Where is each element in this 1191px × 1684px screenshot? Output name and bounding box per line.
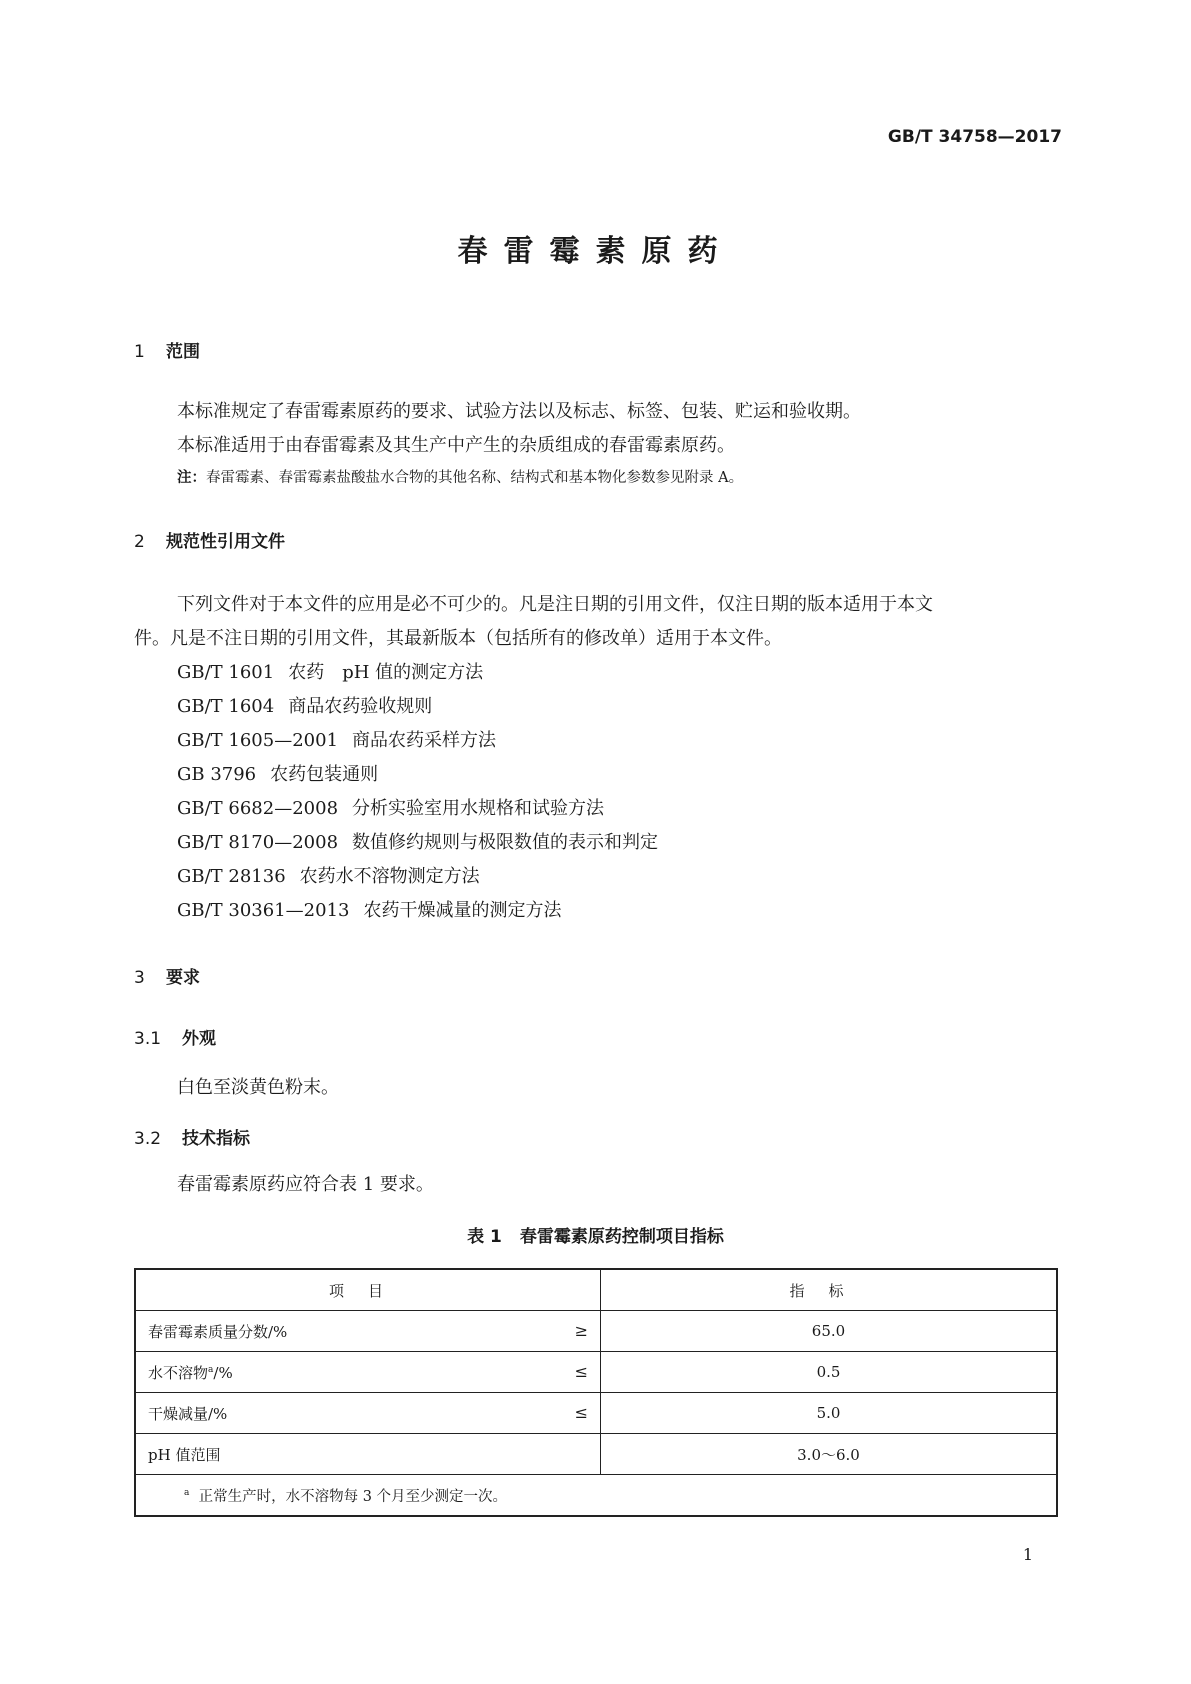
section-2-heading bbox=[134, 527, 285, 552]
column-header-item: 项目 bbox=[135, 1269, 601, 1311]
reference-title: 商品农药验收规则 bbox=[288, 696, 433, 717]
item-label: 干燥减量/% bbox=[148, 1404, 228, 1423]
references-intro-line-1: 下列文件对于本文件的应用是必不可少的。凡是注日期的引用文件，仅注日期的版本适用于本文 bbox=[177, 594, 933, 615]
page-number: 1 bbox=[1022, 1545, 1033, 1564]
footnote-marker: a bbox=[184, 1487, 190, 1498]
item-cell bbox=[135, 1393, 601, 1434]
section-title: 规范性引用文件 bbox=[166, 532, 285, 552]
reference-code: GB 3796 bbox=[177, 764, 257, 785]
reference-code: GB/T 1601 bbox=[177, 662, 275, 683]
subsection-number: 3.1 bbox=[134, 1029, 162, 1049]
section-3-heading bbox=[134, 963, 200, 988]
table-row bbox=[135, 1352, 1057, 1393]
table-row bbox=[135, 1434, 1057, 1475]
reference-code: GB/T 1605—2001 bbox=[177, 730, 339, 751]
reference-item bbox=[177, 794, 604, 820]
footnote-marker: a bbox=[208, 1364, 214, 1375]
scope-note bbox=[177, 466, 743, 487]
table-caption bbox=[0, 1222, 1191, 1247]
reference-code: GB/T 30361—2013 bbox=[177, 900, 350, 921]
subsection-title: 技术指标 bbox=[182, 1129, 250, 1149]
reference-title: 数值修约规则与极限数值的表示和判定 bbox=[352, 832, 659, 853]
table-footnote bbox=[135, 1475, 1057, 1517]
table-row bbox=[135, 1393, 1057, 1434]
reference-item bbox=[177, 726, 496, 752]
note-label: 注： bbox=[177, 470, 206, 486]
subsection-number: 3.2 bbox=[134, 1129, 162, 1149]
reference-item bbox=[177, 896, 561, 922]
comparison-operator: ≤ bbox=[574, 1362, 588, 1381]
subsection-3-1-heading bbox=[134, 1024, 216, 1049]
comparison-operator: ≥ bbox=[574, 1321, 588, 1340]
value-cell: 3.0～6.0 bbox=[601, 1434, 1058, 1475]
item-unit: /% bbox=[213, 1363, 233, 1382]
item-cell bbox=[135, 1352, 601, 1393]
reference-title: 农药 pH 值的测定方法 bbox=[288, 662, 484, 683]
section-number: 2 bbox=[134, 532, 145, 552]
value-cell: 65.0 bbox=[601, 1311, 1058, 1352]
section-number: 3 bbox=[134, 968, 145, 988]
reference-code: GB/T 6682—2008 bbox=[177, 798, 339, 819]
reference-item bbox=[177, 692, 432, 718]
reference-code: GB/T 8170—2008 bbox=[177, 832, 339, 853]
reference-title: 农药包装通则 bbox=[270, 764, 379, 785]
section-title: 范围 bbox=[166, 342, 200, 362]
comparison-operator: ≤ bbox=[574, 1403, 588, 1422]
table-header-row bbox=[135, 1269, 1057, 1311]
subsection-title: 外观 bbox=[182, 1029, 216, 1049]
reference-title: 农药水不溶物测定方法 bbox=[299, 866, 480, 887]
reference-item bbox=[177, 658, 483, 684]
reference-code: GB/T 1604 bbox=[177, 696, 275, 717]
section-number: 1 bbox=[134, 342, 145, 362]
footnote-text: 正常生产时，水不溶物每 3 个月至少测定一次。 bbox=[198, 1488, 508, 1505]
table-number: 表 1 bbox=[467, 1227, 502, 1247]
reference-item bbox=[177, 828, 658, 854]
table-title: 春雷霉素原药控制项目指标 bbox=[519, 1227, 724, 1247]
column-header-value: 指标 bbox=[601, 1269, 1058, 1311]
reference-title: 分析实验室用水规格和试验方法 bbox=[352, 798, 605, 819]
note-text: 春雷霉素、春雷霉素盐酸盐水合物的其他名称、结构式和基本物化参数参见附录 A。 bbox=[206, 470, 744, 486]
item-cell bbox=[135, 1434, 601, 1475]
reference-title: 农药干燥减量的测定方法 bbox=[363, 900, 562, 921]
reference-code: GB/T 28136 bbox=[177, 866, 286, 887]
scope-paragraph-2: 本标准适用于由春雷霉素及其生产中产生的杂质组成的春雷霉素原药。 bbox=[177, 435, 735, 456]
section-title: 要求 bbox=[166, 968, 200, 988]
value-cell: 0.5 bbox=[601, 1352, 1058, 1393]
standard-code: GB/T 34758—2017 bbox=[887, 127, 1062, 147]
reference-item bbox=[177, 862, 480, 888]
subsection-3-2-heading bbox=[134, 1124, 250, 1149]
item-label: 水不溶物 bbox=[148, 1363, 209, 1382]
scope-paragraph-1: 本标准规定了春雷霉素原药的要求、试验方法以及标志、标签、包装、贮运和验收期。 bbox=[177, 401, 861, 422]
item-label: pH 值范围 bbox=[148, 1445, 221, 1464]
technical-index-text: 春雷霉素原药应符合表 1 要求。 bbox=[177, 1174, 434, 1195]
reference-title: 商品农药采样方法 bbox=[352, 730, 497, 751]
spec-table bbox=[134, 1268, 1058, 1517]
reference-item bbox=[177, 760, 378, 786]
references-intro-line-2: 件。凡是不注日期的引用文件，其最新版本（包括所有的修改单）适用于本文件。 bbox=[134, 628, 782, 649]
table-footnote-row bbox=[135, 1475, 1057, 1517]
item-label: 春雷霉素质量分数/% bbox=[148, 1322, 288, 1341]
appearance-text: 白色至淡黄色粉末。 bbox=[177, 1077, 339, 1098]
section-1-heading bbox=[134, 337, 200, 362]
table-row bbox=[135, 1311, 1057, 1352]
item-cell bbox=[135, 1311, 601, 1352]
document-title: 春雷霉素原药 bbox=[457, 234, 734, 269]
value-cell: 5.0 bbox=[601, 1393, 1058, 1434]
